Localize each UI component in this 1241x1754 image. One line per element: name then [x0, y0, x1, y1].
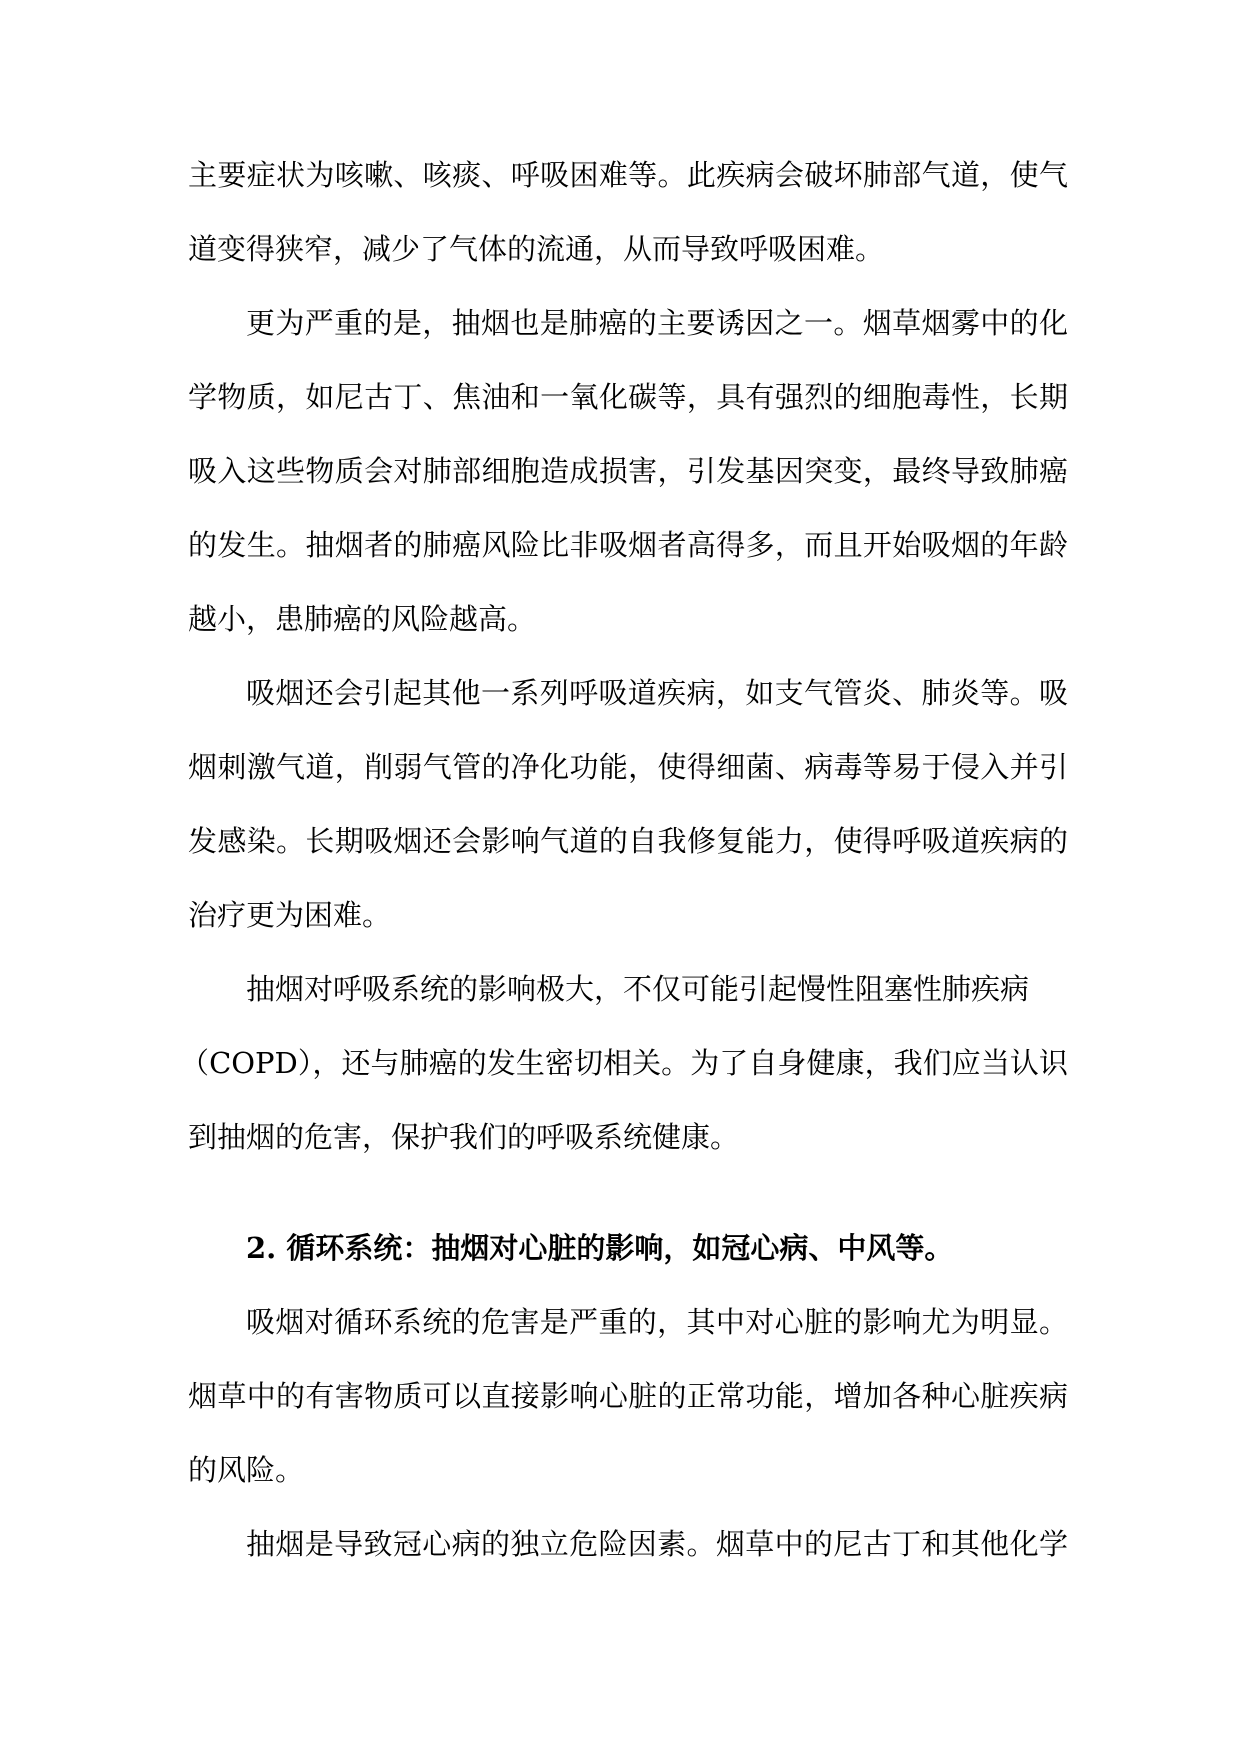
paragraph-first-line: 更为严重的是，抽烟也是肺癌的主要诱因之一。烟草烟雾中的化 [246, 306, 1068, 340]
text-line: 学物质，如尼古丁、焦油和一氧化碳等，具有强烈的细胞毒性，长期 [188, 380, 1068, 414]
paragraph-first-line: 吸烟对循环系统的危害是严重的，其中对心脏的影响尤为明显。 [246, 1305, 1068, 1339]
text-line: 治疗更为困难。 [188, 898, 392, 932]
text-line: 烟草中的有害物质可以直接影响心脏的正常功能，增加各种心脏疾病 [188, 1379, 1068, 1413]
paragraph-first-line: 抽烟是导致冠心病的独立危险因素。烟草中的尼古丁和其他化学 [246, 1527, 1068, 1561]
text-line: （COPD），还与肺癌的发生密切相关。为了自身健康，我们应当认识 [180, 1046, 1068, 1080]
text-line: 吸入这些物质会对肺部细胞造成损害，引发基因突变，最终导致肺癌 [188, 454, 1068, 488]
text-line: 烟刺激气道，削弱气管的净化功能，使得细菌、病毒等易于侵入并引 [188, 750, 1068, 784]
text-line: 主要症状为咳嗽、咳痰、呼吸困难等。此疾病会破坏肺部气道，使气 [188, 158, 1068, 192]
section-heading: 2. 循环系统：抽烟对心脏的影响，如冠心病、中风等。 [246, 1231, 954, 1265]
text-line: 到抽烟的危害，保护我们的呼吸系统健康。 [188, 1120, 740, 1154]
text-line: 的发生。抽烟者的肺癌风险比非吸烟者高得多，而且开始吸烟的年龄 [188, 528, 1068, 562]
text-line: 的风险。 [188, 1453, 305, 1487]
text-line: 道变得狭窄，减少了气体的流通，从而导致呼吸困难。 [188, 232, 885, 266]
paragraph-first-line: 吸烟还会引起其他一系列呼吸道疾病，如支气管炎、肺炎等。吸 [246, 676, 1068, 710]
paragraph-first-line: 抽烟对呼吸系统的影响极大，不仅可能引起慢性阻塞性肺疾病 [246, 972, 1030, 1006]
text-line: 越小，患肺癌的风险越高。 [188, 602, 537, 636]
text-line: 发感染。长期吸烟还会影响气道的自我修复能力，使得呼吸道疾病的 [188, 824, 1068, 858]
